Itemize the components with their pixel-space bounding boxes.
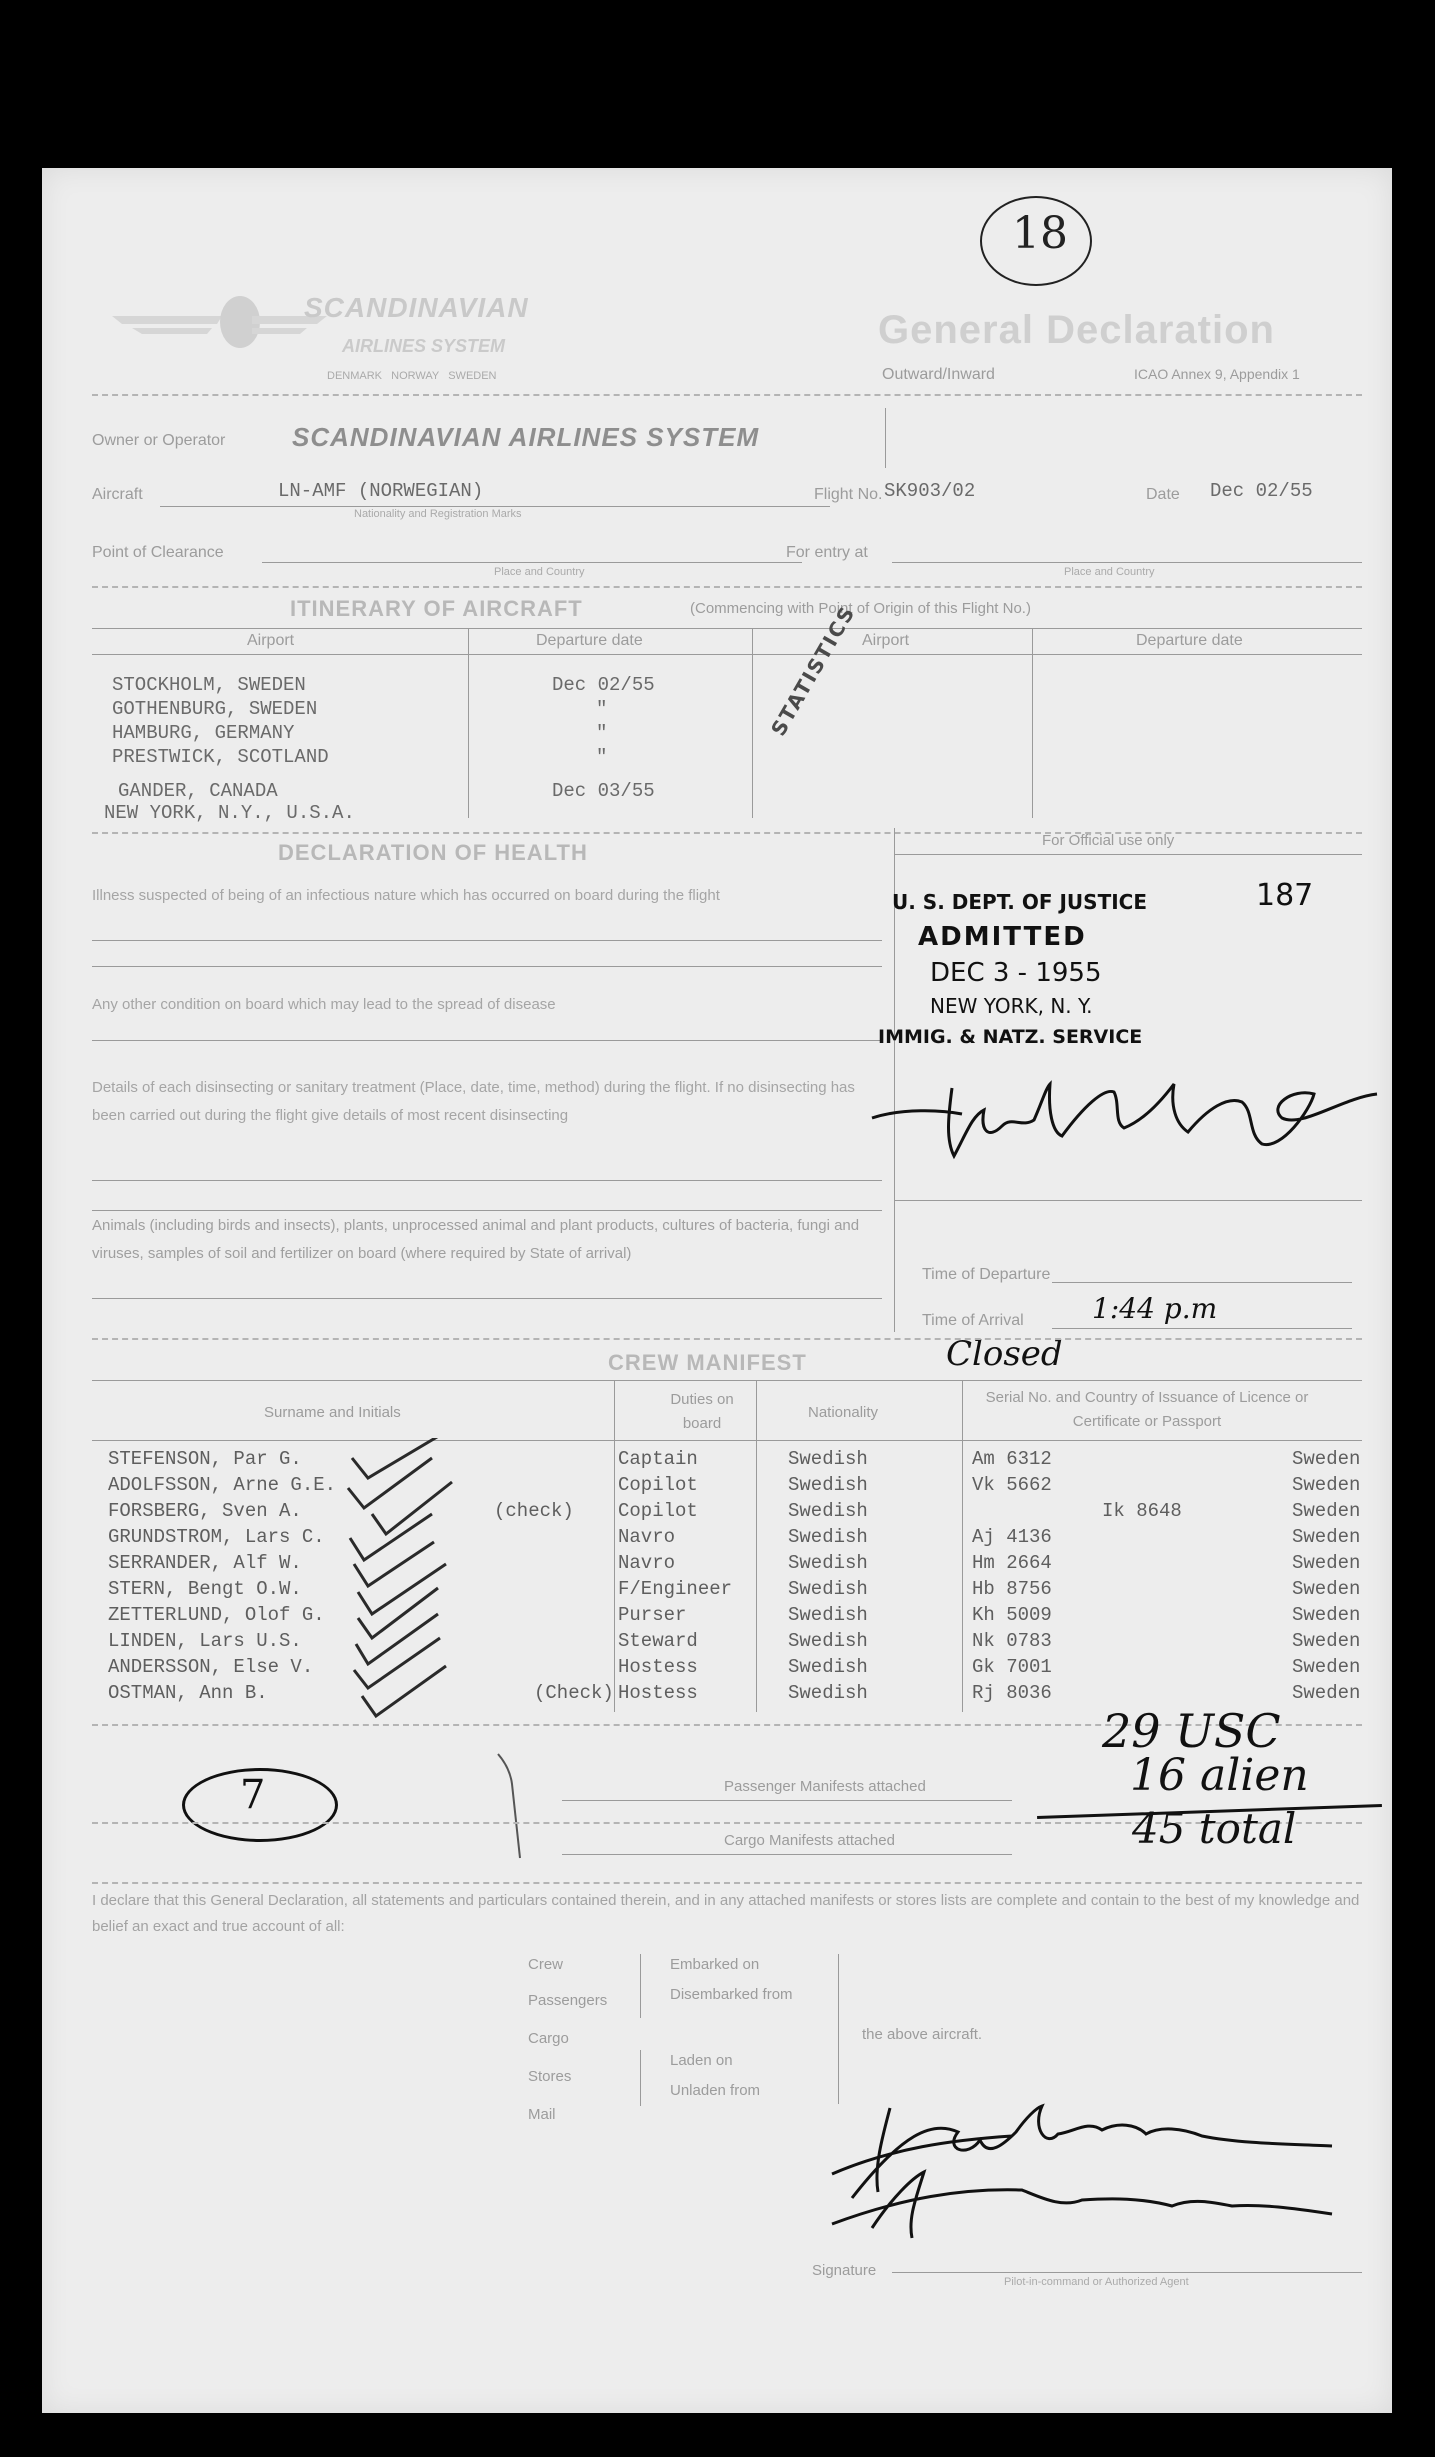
decl-left-passengers: Passengers [528, 1992, 608, 2009]
crew-row [62, 1630, 1392, 1656]
admitted-stamp-line1: U. S. DEPT. OF JUSTICE [892, 890, 1147, 914]
crew-row [62, 1448, 1392, 1474]
crew-country: Sweden [1292, 1448, 1361, 1470]
entry-label: For entry at [786, 544, 868, 561]
decl-laden: Laden on [670, 2052, 733, 2069]
aircraft-value: LN-AMF (NORWEGIAN) [278, 480, 484, 502]
crew-nationality: Swedish [788, 1526, 868, 1548]
flight-label: Flight No. [814, 486, 883, 503]
itinerary-date-2: " [596, 698, 608, 720]
itinerary-airport-5: GANDER, CANADA [118, 780, 278, 802]
crew-duty: Navro [618, 1526, 676, 1548]
crew-table [62, 1448, 1392, 1708]
sas-logo-icon [102, 286, 332, 356]
form-title: General Declaration [878, 308, 1275, 352]
crew-col-nationality: Nationality [808, 1404, 879, 1421]
passenger-manifests-label: Passenger Manifests attached [724, 1778, 926, 1795]
itinerary-col-departure: Departure date [536, 632, 643, 649]
crew-country: Sweden [1292, 1500, 1361, 1522]
crew-country: Sweden [1292, 1682, 1361, 1704]
admitted-stamp-line4: NEW YORK, N. Y. [930, 994, 1093, 1018]
date-value: Dec 02/55 [1210, 480, 1313, 502]
crew-col-licence: Serial No. and Country of Issuance of Licence or Certificate or Passport [985, 1389, 1309, 1430]
page-number: 18 [1012, 208, 1068, 259]
health-q1: Illness suspected of being of an infectious nature which has occurred on board during the flight [92, 887, 720, 904]
decl-left-stores: Stores [528, 2068, 572, 2085]
itinerary-col-departure-2: Departure date [1136, 632, 1243, 649]
pen-stroke [492, 1748, 562, 1868]
circled-number: 7 [240, 1772, 266, 1818]
crew-name: STERN, Bengt O.W. [108, 1578, 302, 1600]
crew-licence: Rj 8036 [972, 1682, 1052, 1704]
entry-caption: Place and Country [1064, 566, 1155, 578]
crew-licence: Nk 0783 [972, 1630, 1052, 1652]
itinerary-date-1: Dec 02/55 [552, 674, 655, 696]
decl-above: the above aircraft. [862, 2026, 983, 2043]
crew-name: SERRANDER, Alf W. [108, 1552, 302, 1574]
crew-duty: Hostess [618, 1682, 698, 1704]
clearance-label: Point of Clearance [92, 544, 224, 561]
flight-value: SK903/02 [884, 480, 976, 502]
crew-row [62, 1474, 1392, 1500]
closed-note: Closed [946, 1334, 1063, 1374]
crew-duty: F/Engineer [618, 1578, 733, 1600]
crew-note: (Check) [534, 1682, 614, 1704]
decl-left-cargo: Cargo [528, 2030, 569, 2047]
owner-label: Owner or Operator [92, 432, 226, 449]
crew-licence: Am 6312 [972, 1448, 1052, 1470]
crew-name: OSTMAN, Ann B. [108, 1682, 268, 1704]
decl-unladen: Unladen from [670, 2082, 761, 2099]
crew-nationality: Swedish [788, 1656, 868, 1678]
crew-col-duties: Duties on board [670, 1391, 734, 1432]
itinerary-date-3: " [596, 722, 608, 744]
crew-nationality: Swedish [788, 1630, 868, 1652]
crew-note: (check) [494, 1500, 574, 1522]
form-subtitle: Outward/Inward [882, 366, 995, 383]
crew-nationality: Swedish [788, 1500, 868, 1522]
crew-country: Sweden [1292, 1630, 1361, 1652]
clearance-caption: Place and Country [494, 566, 585, 578]
decl-left-mail: Mail [528, 2106, 556, 2123]
itinerary-col-airport-2: Airport [862, 632, 910, 649]
checkmark-icons [342, 1438, 502, 1728]
crew-name: LINDEN, Lars U.S. [108, 1630, 302, 1652]
crew-country: Sweden [1292, 1474, 1361, 1496]
declaration-text: I declare that this General Declaration, all statements and particulars contained therein, and in any attached manifests or stores lists are complete and contain to the best of my knowledge and belief an exact and true account of all: [92, 1892, 1360, 1935]
crew-duty: Purser [618, 1604, 687, 1626]
crew-name: STEFENSON, Par G. [108, 1448, 302, 1470]
crew-licence: Hb 8756 [972, 1578, 1052, 1600]
crew-row [62, 1552, 1392, 1578]
crew-row [62, 1526, 1392, 1552]
itinerary-airport-3: HAMBURG, GERMANY [112, 722, 295, 744]
itinerary-date-4: " [596, 746, 608, 768]
captain-signature [812, 2048, 1372, 2248]
itinerary-note: (Commencing with Point of Origin of this Flight No.) [690, 600, 1031, 617]
crew-name: ANDERSSON, Else V. [108, 1656, 314, 1678]
crew-nationality: Swedish [788, 1682, 868, 1704]
general-declaration-form [42, 168, 1392, 2413]
logo-countries: DENMARK NORWAY SWEDEN [327, 370, 497, 382]
crew-licence: Aj 4136 [972, 1526, 1052, 1548]
decl-embarked: Embarked on [670, 1956, 760, 1973]
crew-nationality: Swedish [788, 1552, 868, 1574]
crew-nationality: Swedish [788, 1448, 868, 1470]
signature-label: Signature [812, 2262, 877, 2279]
arrival-value: 1:44 p.m [1092, 1292, 1218, 1325]
admitted-stamp-line5: IMMIG. & NATZ. SERVICE [878, 1026, 1143, 1048]
health-q3: Details of each disinsecting or sanitary treatment (Place, date, time, method) during the flight. If no disinsecting has been carried out during the flight give details of most recent disinsecting [92, 1079, 855, 1124]
departure-label: Time of Departure [922, 1266, 1051, 1283]
crew-row [62, 1656, 1392, 1682]
logo-sub: AIRLINES SYSTEM [342, 336, 506, 356]
crew-nationality: Swedish [788, 1474, 868, 1496]
form-annex: ICAO Annex 9, Appendix 1 [1134, 366, 1300, 382]
total-usc: 29 USC [1102, 1704, 1281, 1758]
itinerary-heading: ITINERARY OF AIRCRAFT [290, 596, 583, 621]
cargo-manifests-label: Cargo Manifests attached [724, 1832, 895, 1849]
crew-duty: Copilot [618, 1500, 698, 1522]
itinerary-airport-6: NEW YORK, N.Y., U.S.A. [104, 802, 355, 824]
admitted-stamp-line3: DEC 3 - 1955 [930, 958, 1102, 988]
aircraft-caption: Nationality and Registration Marks [354, 508, 522, 520]
crew-country: Sweden [1292, 1578, 1361, 1600]
health-q2: Any other condition on board which may lead to the spread of disease [92, 996, 556, 1013]
total-alien: 16 alien [1130, 1750, 1309, 1801]
crew-duty: Navro [618, 1552, 676, 1574]
crew-duty: Copilot [618, 1474, 698, 1496]
crew-licence: Hm 2664 [972, 1552, 1052, 1574]
crew-row [62, 1604, 1392, 1630]
crew-nationality: Swedish [788, 1604, 868, 1626]
crew-country: Sweden [1292, 1604, 1361, 1626]
logo-name: SCANDINAVIAN [304, 292, 529, 323]
decl-left-crew: Crew [528, 1956, 564, 1973]
inspector-signature [862, 1048, 1382, 1168]
signature-caption: Pilot-in-command or Authorized Agent [1004, 2276, 1189, 2288]
crew-country: Sweden [1292, 1656, 1361, 1678]
date-label: Date [1146, 486, 1180, 503]
crew-country: Sweden [1292, 1552, 1361, 1574]
admitted-stamp-line2: ADMITTED [918, 922, 1087, 952]
crew-name: FORSBERG, Sven A. [108, 1500, 302, 1522]
itinerary-airport-2: GOTHENBURG, SWEDEN [112, 698, 318, 720]
crew-row [62, 1578, 1392, 1604]
crew-duty: Hostess [618, 1656, 698, 1678]
crew-licence: Gk 7001 [972, 1656, 1052, 1678]
official-number: 187 [1256, 878, 1314, 913]
itinerary-date-5: Dec 03/55 [552, 780, 655, 802]
arrival-label: Time of Arrival [922, 1312, 1024, 1329]
total-all: 45 total [1132, 1804, 1297, 1853]
aircraft-label: Aircraft [92, 486, 143, 503]
crew-name: ADOLFSSON, Arne G.E. [108, 1474, 337, 1496]
itinerary-airport-4: PRESTWICK, SCOTLAND [112, 746, 329, 768]
crew-country: Sweden [1292, 1526, 1361, 1548]
crew-licence: Kh 5009 [972, 1604, 1052, 1626]
health-heading: DECLARATION OF HEALTH [278, 840, 588, 865]
crew-duty: Steward [618, 1630, 698, 1652]
crew-name: ZETTERLUND, Olof G. [108, 1604, 325, 1626]
crew-licence: Vk 5662 [972, 1474, 1052, 1496]
crew-nationality: Swedish [788, 1578, 868, 1600]
decl-disembarked: Disembarked from [670, 1986, 793, 2003]
crew-duty: Captain [618, 1448, 698, 1470]
crew-name: GRUNDSTROM, Lars C. [108, 1526, 325, 1548]
crew-col-name: Surname and Initials [264, 1404, 401, 1421]
itinerary-airport-1: STOCKHOLM, SWEDEN [112, 674, 306, 696]
crew-heading: CREW MANIFEST [608, 1350, 807, 1375]
official-heading: For Official use only [1042, 832, 1175, 849]
crew-row [62, 1500, 1392, 1526]
health-q4: Animals (including birds and insects), plants, unprocessed animal and plant products, cultures of bacteria, fungi and viruses, samples of soil and fertilizer on board (where required by State of arrival) [92, 1217, 860, 1262]
itinerary-col-airport: Airport [247, 632, 295, 649]
statistics-stamp: STATISTICS [766, 601, 861, 740]
owner-value: SCANDINAVIAN AIRLINES SYSTEM [292, 422, 760, 452]
crew-licence: Ik 8648 [1102, 1500, 1182, 1522]
